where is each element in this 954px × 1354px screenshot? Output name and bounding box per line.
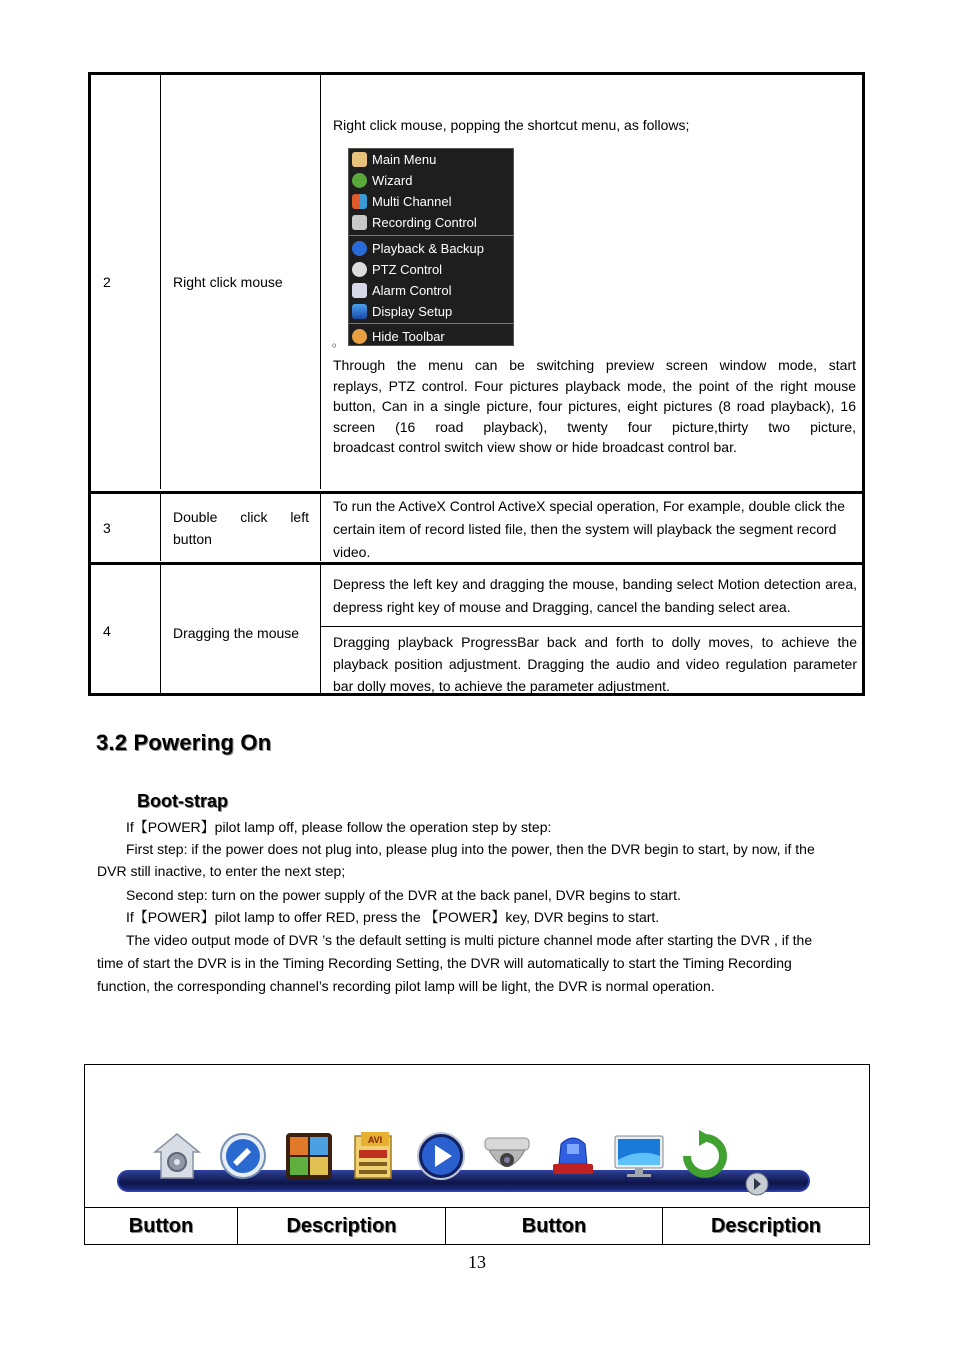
multi-channel-icon <box>283 1130 335 1182</box>
operation-cell <box>161 75 321 489</box>
row-number-cell <box>91 494 161 561</box>
record-icon <box>349 1130 401 1182</box>
page-number: 13 <box>468 1252 486 1272</box>
header-description: Description <box>286 1215 397 1237</box>
menu-item-ptz-control: PTZ Control <box>349 259 513 280</box>
header-button: Button <box>521 1215 587 1237</box>
playback-icon <box>352 241 367 256</box>
row-number: 3 <box>103 520 111 536</box>
description-cell <box>321 75 862 489</box>
wizard-icon <box>352 173 367 188</box>
double-click-description: To run the ActiveX Control ActiveX special operation, For example, double click the certain item of record listed file, then the system will playback the segment record video. <box>333 498 846 560</box>
alarm-icon <box>352 283 367 298</box>
multi-channel-icon <box>352 194 367 209</box>
menu-item-recording-control: Recording Control <box>349 212 513 233</box>
paragraph-line: First step: if the power does not plug into, please plug into the power, then the DVR begin to start, by now, if the <box>126 841 815 857</box>
menu-icon <box>352 152 367 167</box>
subsection-title: Boot-strap <box>137 791 228 811</box>
menu-item-wizard: Wizard <box>349 170 513 191</box>
menu-item-multi-channel: Multi Channel <box>349 191 513 212</box>
wizard-icon <box>217 1130 269 1182</box>
svg-text:AVI: AVI <box>367 1135 383 1145</box>
shortcut-menu-intro: Right click mouse, popping the shortcut menu, as follows; <box>333 117 690 133</box>
table-row <box>91 75 862 489</box>
menu-item-playback-backup: Playback & Backup <box>349 238 513 259</box>
ptz-icon <box>352 262 367 277</box>
operation-cell <box>161 565 321 693</box>
row-number: 2 <box>103 274 111 290</box>
right-click-description: Through the menu can be switching preview screen window mode, start replays, PTZ control. Four pictures playback mode, the point of the right mouse button, Can in a single picture, four pictures, eight pictures (8 road playback), 16 screen (16 road playback), twenty four picture,thirty two picture, broadcast control switch view show or hide broadcast control bar. <box>333 357 856 455</box>
row-number: 4 <box>103 623 111 639</box>
ptz-camera-icon <box>481 1130 533 1182</box>
operation-label: Double click left button <box>173 509 309 547</box>
recording-icon <box>352 215 367 230</box>
menu-item-hide-toolbar: Hide Toolbar <box>349 326 513 347</box>
paragraph-line: The video output mode of DVR ’s the default setting is multi picture channel mode after starting the DVR , if the <box>126 932 813 948</box>
section-title: 3.2 Powering On <box>96 730 272 755</box>
row-number-cell <box>91 565 161 693</box>
paragraph-line: If【POWER】pilot lamp off, please follow the operation step by step: <box>126 819 552 835</box>
toolbar-button-table <box>84 1064 870 1245</box>
paragraph-line: DVR still inactive, to enter the next step; <box>97 863 346 879</box>
playback-icon <box>415 1130 467 1182</box>
operation-label: Right click mouse <box>173 274 283 290</box>
table-row <box>91 562 862 693</box>
refresh-icon <box>679 1130 731 1182</box>
menu-item-main-menu: Main Menu <box>349 149 513 170</box>
operation-label: Dragging the mouse <box>173 625 300 641</box>
menu-dot: 。 <box>332 335 345 349</box>
menu-separator <box>349 323 513 324</box>
paragraph-line: function, the corresponding channel’s recording pilot lamp will be light, the DVR is normal operation. <box>97 978 715 994</box>
table-row <box>91 491 862 561</box>
paragraph-line: time of start the DVR is in the Timing Recording Setting, the DVR will automatically to start the Timing Recording <box>97 955 792 971</box>
paragraph-line: If【POWER】pilot lamp to offer RED, press the 【POWER】key, DVR begins to start. <box>126 909 660 925</box>
header-button: Button <box>128 1215 194 1237</box>
operation-cell <box>161 494 321 561</box>
home-menu-icon <box>151 1130 203 1182</box>
toolbar-image <box>117 1130 810 1195</box>
next-arrow-icon <box>745 1172 769 1196</box>
mouse-operation-table <box>88 72 865 696</box>
menu-item-alarm-control: Alarm Control <box>349 280 513 301</box>
description-cell <box>321 494 862 561</box>
display-icon <box>613 1130 665 1182</box>
drag-progressbar-description: Dragging playback ProgressBar back and forth to dolly moves, to achieve the playback position adjustment. Dragging the audio and video regulation parameter bar dolly moves, to achieve the parameter adjustment. <box>333 634 857 694</box>
description-cell <box>321 565 862 693</box>
menu-separator <box>349 235 513 236</box>
header-description: Description <box>710 1215 822 1237</box>
row-number-cell <box>91 75 161 489</box>
cell-divider <box>321 626 862 627</box>
drag-select-description: Depress the left key and dragging the mouse, banding select Motion detection area, depress right key of mouse and Dragging, cancel the banding select area. <box>333 576 857 615</box>
button-table-header <box>85 1207 869 1244</box>
hide-toolbar-icon <box>352 329 367 344</box>
display-icon <box>352 304 367 319</box>
shortcut-menu-image <box>348 148 514 346</box>
alarm-icon <box>547 1130 599 1182</box>
paragraph-line: Second step: turn on the power supply of the DVR at the back panel, DVR begins to start. <box>126 887 681 903</box>
menu-item-display-setup: Display Setup <box>349 301 513 322</box>
